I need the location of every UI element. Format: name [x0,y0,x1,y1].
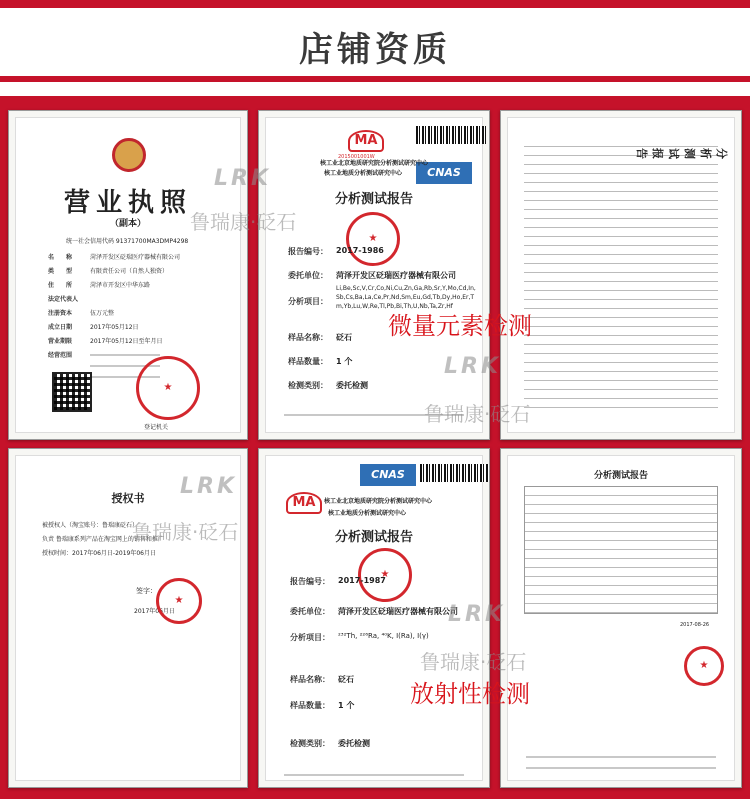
license-field-value: 菏泽市开发区中华东路 [90,282,151,289]
license-field-label: 类 型 [48,268,73,275]
license-field-value: 有限责任公司（自然人独资） [90,268,169,275]
rotated-table [524,138,718,408]
table-report-footer-lines [526,756,716,778]
lrk-watermark: LRK [180,474,238,499]
national-emblem-icon [112,138,146,172]
report-seal-icon: ★ [346,212,400,266]
report1-number: 2015001001W [338,154,375,160]
auth-seal-icon: ★ [156,578,202,624]
license-field-label: 名 称 [48,254,73,261]
certificate-grid [0,96,750,799]
report2-no: 2017-1987 [338,576,386,585]
report1-sample: 砭石 [336,333,352,342]
report1-client: 菏泽开发区砭瑞医疗器械有限公司 [336,271,456,280]
table-report-grid [524,486,718,614]
report1-sample-label: 样品名称： [288,333,328,342]
auth-line: 被授权人（淘宝账号：鲁瑞康砭石） [42,522,139,529]
business-license-card[interactable] [8,110,248,440]
auth-paper [15,455,241,781]
report1-items-label: 分析项目： [288,297,328,306]
license-credit-code: 统一社会信用代码 91371700MA3DMP4298 [66,238,189,245]
report1-count: 1 个 [336,357,353,366]
license-title: 营业执照 [63,188,192,218]
report2-items: ²³²Th, ²²⁶Ra, ⁴⁰K, I(Ra), I(γ) [338,632,429,640]
auth-title: 授权书 [111,492,145,505]
page-title: 店铺资质 [299,30,451,70]
report2-sample: 砭石 [338,675,354,684]
report2-no-label: 报告编号： [290,577,330,586]
report2-client-label: 委托单位： [290,607,330,616]
report2-items-label: 分析项目： [290,633,330,642]
license-reg-office: 登记机关 [144,424,169,431]
license-field-value: 2017年05月12日至年月日 [90,338,163,345]
license-field-label: 住 所 [48,282,73,289]
data-table-report-card[interactable] [500,448,742,788]
auth-sign: 签字： [136,587,157,595]
license-field-label: 法定代表人 [48,296,79,303]
barcode-icon [416,126,486,144]
radioactivity-label: 放射性检测 [410,680,530,708]
auth-line: 负责 鲁瑞康系列产品在淘宝网上的销售和推广 [42,536,164,543]
license-field-label: 成立日期 [48,324,73,331]
header-band [0,0,750,96]
report1-count-label: 样品数量： [288,357,328,366]
brand-watermark: 鲁瑞康·砭石 [190,210,297,234]
report1-org-line1: 核工业北京地质研究院分析测试研究中心 [320,160,429,167]
report2-method: 委托检测 [338,739,370,748]
report1-org-line2: 核工业地质分析测试研究中心 [324,170,403,177]
brand-watermark: 鲁瑞康·砭石 [132,520,239,544]
table-report-title: 分析测试报告 [593,471,648,481]
rotated-report-card[interactable] [500,110,742,440]
report1-method: 委托检测 [336,381,368,390]
report1-no-label: 报告编号： [288,247,328,256]
trace-element-report-card[interactable] [258,110,490,440]
auth-date: 2017年06月日 [134,608,175,615]
brand-watermark: 鲁瑞康·砭石 [424,402,531,426]
license-subtitle: （副本） [109,219,146,229]
lrk-watermark: LRK [448,602,506,627]
brand-watermark: 鲁瑞康·砭石 [420,650,527,674]
report2-method-label: 检测类别： [290,739,330,748]
report1-paper [265,117,483,433]
report2-title: 分析测试报告 [334,530,413,545]
rotated-report-paper [507,117,735,433]
ma-certification-icon: MA [286,492,322,514]
top-accent-bar [0,0,750,8]
trace-element-label: 微量元素检测 [388,312,532,340]
authorization-letter-card[interactable] [8,448,248,788]
rotated-report-title: 分析测试报告 [635,148,728,159]
report2-org-line1: 核工业北京地质研究院分析测试研究中心 [324,498,433,505]
license-field-label: 注册资本 [48,310,73,317]
lrk-watermark: LRK [214,166,272,191]
report2-client: 菏泽开发区砭瑞医疗器械有限公司 [338,607,458,616]
license-field-value: 菏泽开发区砭瑞医疗器械有限公司 [90,254,181,261]
report1-title: 分析测试报告 [334,192,413,207]
license-field-label: 营业期限 [48,338,73,345]
license-field-label: 经营范围 [48,352,73,359]
report1-items: Li,Be,Sc,V,Cr,Co,Ni,Cu,Zn,Ga,Rb,Sr,Y,Mo,Cd,In,Sb,Cs,Ba,La,Ce,Pr,Nd,Sm,Eu,Gd,Tb,Dy,Ho,Er,Tm,Yb,Lu,W,Re,Tl,Pb,Bi,Th,U,Nb,Ta,Zr,Hf [336,285,476,310]
license-paper [15,117,241,433]
official-seal-icon: ★ [136,356,200,420]
title-underline [0,76,750,82]
cnas-logo-icon: CNAS [416,162,472,184]
license-field-value: 2017年05月12日 [90,324,139,331]
table-report-date: 2017-08-26 [680,622,710,628]
report1-client-label: 委托单位： [288,271,328,280]
cnas-logo-icon: CNAS [360,464,416,486]
report-seal-icon: ★ [358,548,412,602]
table-report-paper [507,455,735,781]
qr-code-icon [52,372,92,412]
auth-line: 授权时间：2017年06月日-2019年06月日 [42,550,156,557]
report1-no: 2017-1986 [336,246,384,255]
table-report-seal-icon: ★ [684,646,724,686]
report2-sample-label: 样品名称： [290,675,330,684]
report1-method-label: 检测类别： [288,381,328,390]
license-field-value: 伍万元整 [90,310,115,317]
ma-certification-icon: MA [348,130,384,152]
barcode-icon [420,464,490,482]
report2-footer-lines [284,774,464,785]
lrk-watermark: LRK [444,354,502,379]
report2-org-line2: 核工业地质分析测试研究中心 [328,510,407,517]
report2-count-label: 样品数量： [290,701,330,710]
report2-count: 1 个 [338,701,355,710]
